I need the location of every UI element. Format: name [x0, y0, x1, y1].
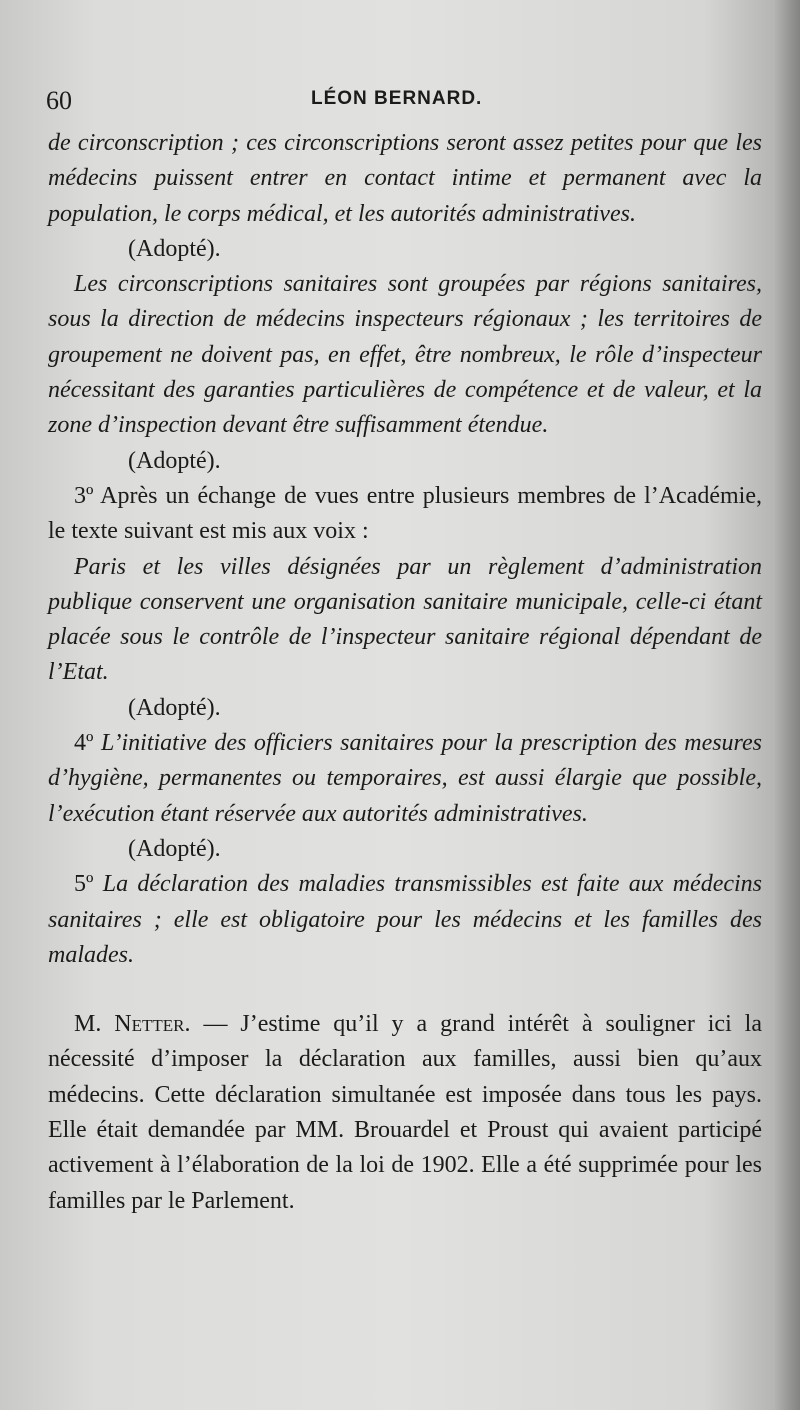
item-number: 4º: [74, 730, 94, 757]
paragraph-gap: [48, 973, 762, 1007]
paragraph-netter-speech: [48, 1007, 762, 1219]
adopted-note: (Adopté).: [128, 835, 221, 862]
running-head: LÉON BERNARD.: [311, 88, 483, 109]
speech-text: — J’estime qu’il y a grand intérêt à souligner ici la nécessité d’imposer la déclaration aux familles, aussi bien qu’aux médecins. Cette déclaration simultanée est imposée dans tous les pays. Elle était demandée par MM. Brouardel et Proust qui avaient participé activement à l’élaboration de la loi de 1902. Elle a été supprimée pour les familles par le Parlement.: [48, 1011, 762, 1214]
adopted-note: (Adopté).: [128, 447, 221, 474]
speaker-name: M. Netter.: [74, 1011, 191, 1038]
item-text: L’initiative des officiers sanitaires pour la prescription des mesures d’hygiène, permanentes ou temporaires, est aussi élargie que possible, l’exécution étant réservée aux autorités administratives.: [48, 730, 762, 827]
paragraph-initiative-officiers: [48, 726, 762, 832]
paragraph-circonscription: de circonscription ; ces circonscriptions seront assez petites pour que les médecins puissent entrer en contact intime et permanent avec la population, le corps médical, et les autorités administratives.: [48, 130, 762, 227]
page-header: [46, 86, 760, 120]
item-text: La déclaration des maladies transmissibles est faite aux médecins sanitaires ; elle est obligatoire pour les médecins et les familles des malades.: [48, 871, 763, 968]
page-edge-shadow: [774, 0, 800, 1410]
adopted-note: (Adopté).: [128, 235, 221, 262]
paragraph-declaration-maladies: [48, 867, 762, 973]
page-body: [48, 126, 762, 1219]
paragraph-regions-sanitaires: Les circonscriptions sanitaires sont groupées par régions sanitaires, sous la direction de médecins inspecteurs régionaux ; les territoires de groupement ne doivent pas, en effet, être nombreux, le rôle d’inspecteur nécessitant des garanties particulières de compétence et de valeur, et la zone d’inspection devant être suffisamment étendue.: [48, 271, 762, 439]
paragraph-paris-villes: Paris et les villes désignées par un règlement d’administration publique conservent une organisation sanitaire municipale, celle-ci étant placée sous le contrôle de l’inspecteur sanitaire régional dépendant de l’Etat.: [48, 553, 762, 686]
paragraph-echange-de-vues: 3º Après un échange de vues entre plusieurs membres de l’Académie, le texte suivant est mis aux voix :: [48, 482, 762, 545]
page-number: 60: [46, 86, 72, 115]
item-number: 5º: [74, 871, 94, 898]
adopted-note: (Adopté).: [128, 694, 221, 721]
